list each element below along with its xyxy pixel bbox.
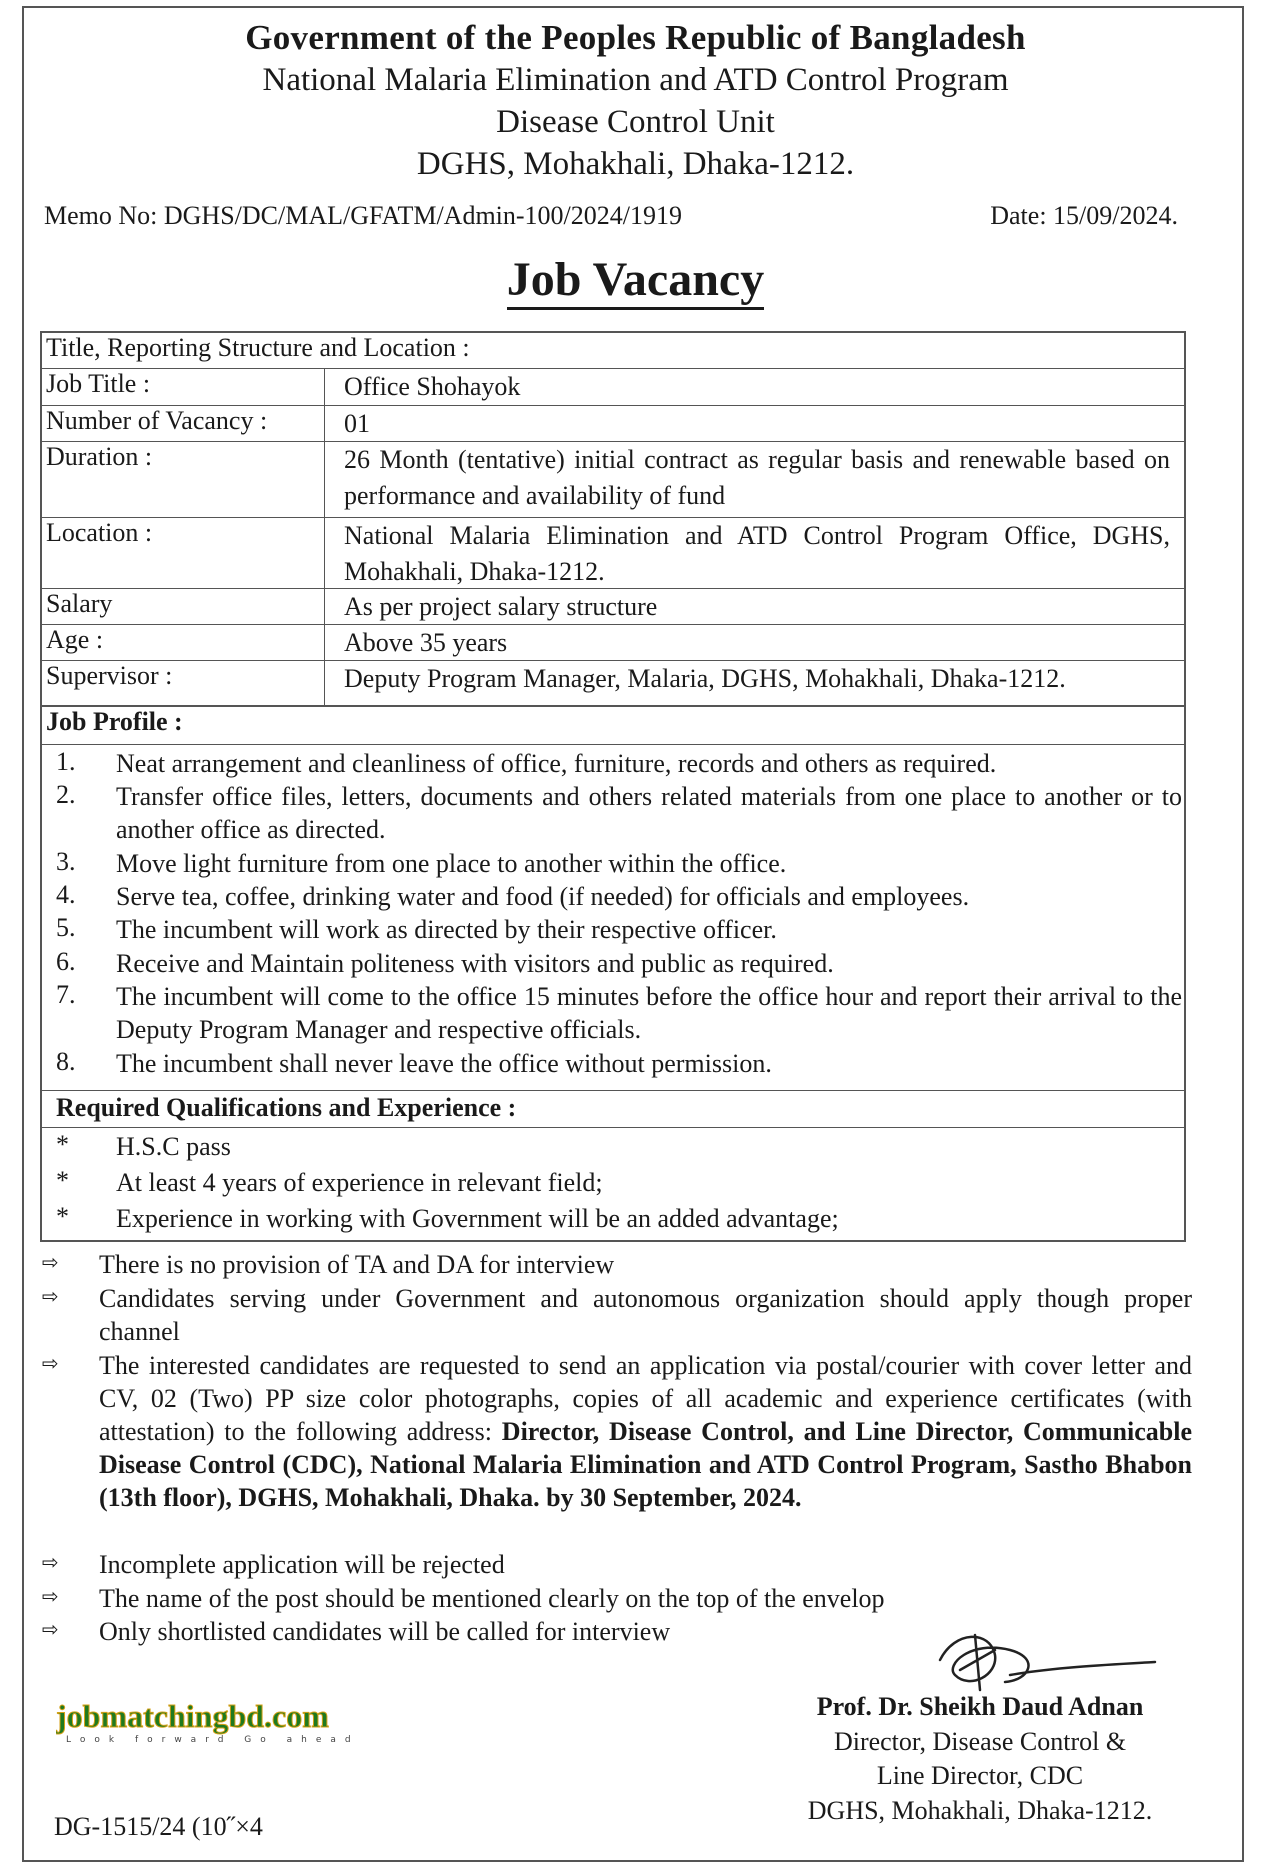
arrow-icon: ⇨ bbox=[42, 1550, 59, 1574]
signer-name: Prof. Dr. Sheikh Daud Adnan bbox=[816, 1692, 1144, 1721]
arrow-icon: ⇨ bbox=[42, 1617, 59, 1641]
info-table bbox=[40, 331, 1186, 707]
info-label: Age : bbox=[46, 625, 104, 654]
signer-title: Director, Disease Control & bbox=[833, 1727, 1127, 1756]
info-row-salary bbox=[42, 589, 1184, 625]
reference-code: DG-1515/24 (10˝×4 bbox=[54, 1812, 263, 1841]
arrow-icon: ⇨ bbox=[42, 1250, 59, 1274]
info-label: Job Title : bbox=[46, 369, 151, 398]
info-row-job-title bbox=[42, 369, 1184, 406]
arrow-icon: ⇨ bbox=[42, 1584, 59, 1608]
memo-date: Date: 15/09/2024. bbox=[990, 201, 1178, 230]
qualifications-title: Required Qualifications and Experience : bbox=[56, 1093, 517, 1122]
arrow-icon: ⇨ bbox=[42, 1351, 59, 1375]
signer-title: Line Director, CDC bbox=[876, 1761, 1084, 1790]
svg-text:jobmatchingbd.com: jobmatchingbd.com bbox=[56, 1698, 329, 1734]
info-value: As per project salary structure bbox=[344, 592, 658, 621]
info-value: 26 Month (tentative) initial contract as regular basis and renewable based on performance and availability of fund bbox=[344, 445, 1170, 510]
info-label: Location : bbox=[46, 518, 153, 547]
job-profile-box: Job Profile : 1. Neat arrangement and cleanliness of office, furniture, records and others as required. 2. Transfer office files, letters, documents and others related materials from one place to another or to another office as directed. 3. Move light furniture from one place to another within the office. 4. Serve tea, coffee, drinking water and food (if needed) for officials and employees. 5. The incumbent will work as directed by their respective officer. 6. Receive and Maintain politeness with visitors and public as required. 7. The incumbent will come to the office 15 minutes before the office hour and report their arrival to the Deputy Program Manager and respective officials. 8. The incumbent shall never leave the office without permission. Required Qualifications and Experience : * H.S.C pass * At least 4 years of experience in relevant field; * Experience in working with Government will be an added advantage; bbox=[40, 705, 1186, 1242]
memo-number: Memo No: DGHS/DC/MAL/GFATM/Admin-100/2024/1919 bbox=[44, 201, 682, 230]
info-section-title: Title, Reporting Structure and Location : bbox=[46, 333, 470, 362]
info-label: Number of Vacancy : bbox=[46, 406, 268, 435]
header-address: DGHS, Mohakhali, Dhaka-1212. bbox=[416, 146, 855, 182]
qualifications-title-row bbox=[42, 1090, 1184, 1128]
info-value: Above 35 years bbox=[344, 628, 508, 657]
info-value: 01 bbox=[344, 409, 370, 438]
info-row-vacancy bbox=[42, 406, 1184, 442]
info-row-age bbox=[42, 625, 1184, 661]
info-value: National Malaria Elimination and ATD Control Program Office, DGHS, Mohakhali, Dhaka-1212. bbox=[344, 521, 1170, 586]
signature bbox=[900, 1620, 1160, 1700]
info-value: Deputy Program Manager, Malaria, DGHS, Mohakhali, Dhaka-1212. bbox=[344, 664, 1066, 693]
info-label: Duration : bbox=[46, 442, 153, 471]
header-government: Government of the Peoples Republic of Bangladesh bbox=[245, 18, 1026, 57]
header-program: National Malaria Elimination and ATD Control Program bbox=[262, 62, 1009, 98]
arrow-icon: ⇨ bbox=[42, 1284, 59, 1308]
svg-text:Look forward Go ahead: Look forward Go ahead bbox=[66, 1735, 360, 1745]
page-title: Job Vacancy bbox=[0, 252, 1271, 307]
info-section-row bbox=[42, 333, 1184, 369]
info-label: Salary bbox=[46, 589, 113, 618]
job-profile-title-row bbox=[42, 707, 1184, 745]
info-label: Supervisor : bbox=[46, 661, 173, 690]
header-unit: Disease Control Unit bbox=[496, 104, 775, 140]
info-row-duration bbox=[42, 442, 1184, 518]
job-profile-title: Job Profile : bbox=[46, 707, 183, 736]
signer-address: DGHS, Mohakhali, Dhaka-1212. bbox=[807, 1796, 1153, 1825]
jobmatchingbd-logo bbox=[56, 1697, 396, 1747]
info-row-location bbox=[42, 518, 1184, 589]
info-row-supervisor bbox=[42, 661, 1184, 705]
info-value: Office Shohayok bbox=[344, 372, 521, 401]
